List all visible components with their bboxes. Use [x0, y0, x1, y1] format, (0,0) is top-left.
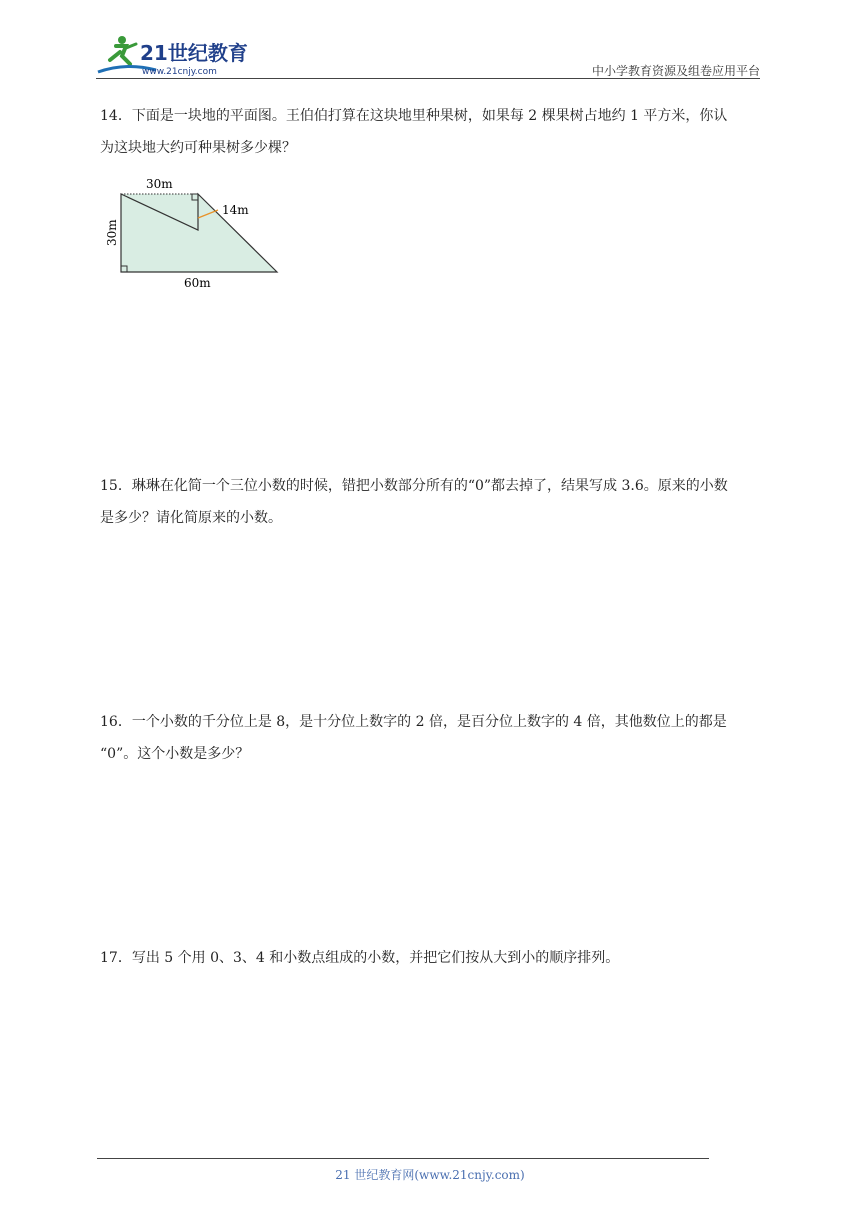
- svg-text:21世纪教育: 21世纪教育: [140, 41, 248, 65]
- question-17: [100, 942, 764, 974]
- question-line: 16．一个小数的千分位上是 8，是十分位上数字的 2 倍，是百分位上数字的 4 倍，其他数位上的都是: [100, 714, 727, 730]
- question-line: 是多少？请化简原来的小数。: [100, 510, 282, 526]
- platform-label: 中小学教育资源及组卷应用平台: [591, 64, 760, 78]
- question-line: 为这块地大约可种果树多少棵？: [100, 140, 296, 156]
- svg-text:14m: 14m: [222, 203, 249, 217]
- question-14: [100, 100, 764, 164]
- svg-text:www.21cnjy.com: www.21cnjy.com: [142, 67, 217, 77]
- site-logo: [96, 32, 266, 78]
- footer-divider: [97, 1158, 709, 1159]
- question-line: 15．琳琳在化简一个三位小数的时候，错把小数部分所有的“0”都去掉了，结果写成 3.6。原来的小数: [100, 478, 728, 494]
- question-line: “0”。这个小数是多少？: [100, 746, 250, 762]
- svg-text:30m: 30m: [105, 219, 119, 246]
- land-plan-figure: [100, 172, 290, 292]
- question-16: [100, 706, 764, 770]
- header-divider: [96, 78, 760, 79]
- page-header: [96, 32, 760, 80]
- svg-text:30m: 30m: [146, 177, 173, 191]
- question-15: [100, 470, 764, 534]
- footer-link[interactable]: 21 世纪教育网(www.21cnjy.com): [335, 1168, 525, 1182]
- question-line: 14．下面是一块地的平面图。王伯伯打算在这块地里种果树，如果每 2 棵果树占地约 1 平方米，你认: [100, 108, 728, 124]
- svg-text:60m: 60m: [184, 276, 211, 290]
- question-line: 17．写出 5 个用 0、3、4 和小数点组成的小数，并把它们按从大到小的顺序排列。: [100, 950, 620, 966]
